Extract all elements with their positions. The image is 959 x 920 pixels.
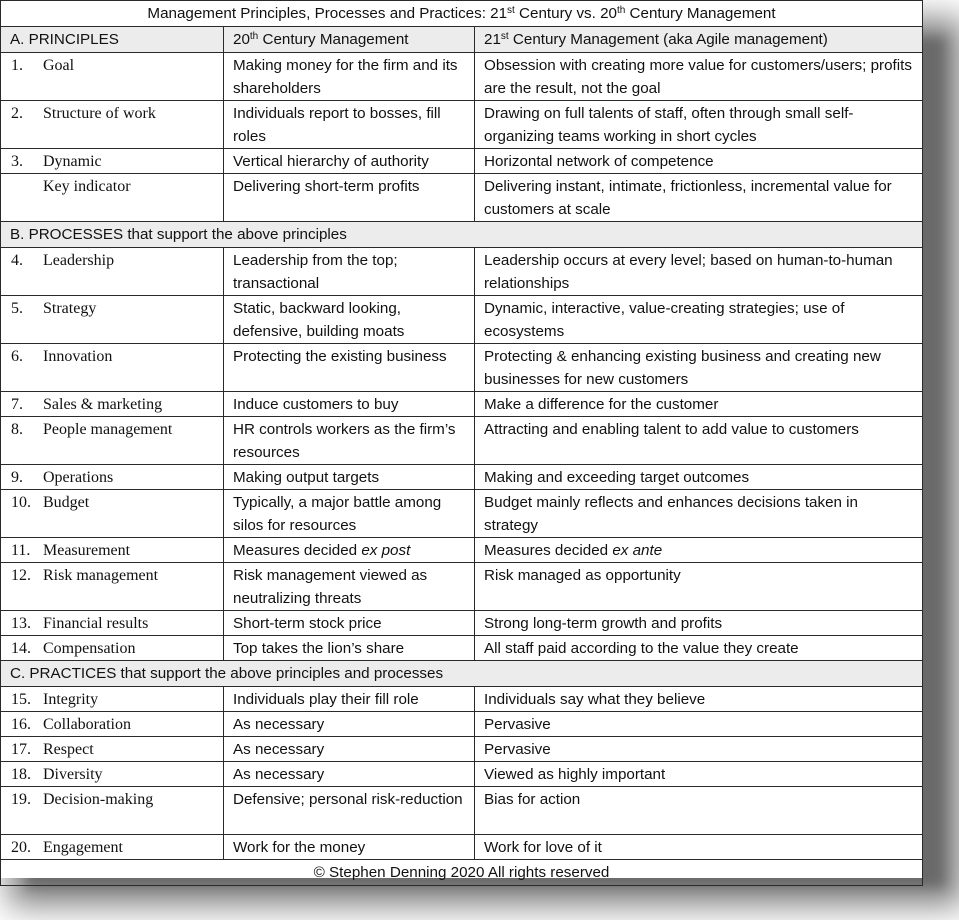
cell-21st: Horizontal network of competence [475,149,923,174]
table-row [1,490,923,538]
row-label: 10. Budget [1,490,224,538]
row-label: 11. Measurement [1,538,224,563]
cell-20th: HR controls workers as the firm’s resources [224,417,475,465]
cell-21st: Pervasive [475,737,923,762]
table-row [1,344,923,392]
cell-20th: Work for the money [224,835,475,860]
cell-21st: Viewed as highly important [475,762,923,787]
table-row [1,465,923,490]
table-row [1,835,923,860]
table-row [1,417,923,465]
table-row [1,149,923,174]
table-row [1,787,923,835]
row-label: 16. Collaboration [1,712,224,737]
cell-20th: Leadership from the top; transactional [224,248,475,296]
cell-21st: Individuals say what they believe [475,687,923,712]
cell-20th: Short-term stock price [224,611,475,636]
cell-21st: Protecting & enhancing existing business and creating new businesses for new customers [475,344,923,392]
row-label: 6. Innovation [1,344,224,392]
cell-20th: Vertical hierarchy of authority [224,149,475,174]
cell-20th: Protecting the existing business [224,344,475,392]
cell-20th: Top takes the lion’s share [224,636,475,661]
copyright-notice: © Stephen Denning 2020 All rights reserved [1,860,923,886]
table-row [1,712,923,737]
table-row [1,687,923,712]
cell-21st: Obsession with creating more value for customers/users; profits are the result, not the goal [475,53,923,101]
table-row [1,248,923,296]
cell-20th: Induce customers to buy [224,392,475,417]
cell-21st: Pervasive [475,712,923,737]
cell-20th: As necessary [224,762,475,787]
cell-21st: Making and exceeding target outcomes [475,465,923,490]
row-label: 4. Leadership [1,248,224,296]
cell-20th: Measures decided ex post [224,538,475,563]
cell-20th: Risk management viewed as neutralizing threats [224,563,475,611]
row-label: 5. Strategy [1,296,224,344]
cell-21st: Make a difference for the customer [475,392,923,417]
cell-21st: Attracting and enabling talent to add value to customers [475,417,923,465]
cell-20th: Making output targets [224,465,475,490]
table-title-row [1,1,923,27]
table-row [1,737,923,762]
cell-20th: Typically, a major battle among silos for resources [224,490,475,538]
row-label: 19. Decision-making [1,787,224,835]
table-row [1,174,923,222]
table-row [1,762,923,787]
cell-21st: Risk managed as opportunity [475,563,923,611]
table-row [1,53,923,101]
table-row [1,611,923,636]
cell-21st: Budget mainly reflects and enhances decisions taken in strategy [475,490,923,538]
row-label: 18. Diversity [1,762,224,787]
cell-21st: Dynamic, interactive, value-creating strategies; use of ecosystems [475,296,923,344]
table-row [1,296,923,344]
table-row [1,636,923,661]
row-label: 1. Goal [1,53,224,101]
principles-header: A. PRINCIPLES [1,27,224,53]
cell-20th: As necessary [224,712,475,737]
cell-20th: Static, backward looking, defensive, building moats [224,296,475,344]
table-row [1,563,923,611]
row-label: 14. Compensation [1,636,224,661]
cell-21st: Drawing on full talents of staff, often through small self-organizing teams working in short cycles [475,101,923,149]
cell-21st: Delivering instant, intimate, frictionless, incremental value for customers at scale [475,174,923,222]
row-label: 3. Dynamic [1,149,224,174]
cell-21st: Leadership occurs at every level; based on human-to-human relationships [475,248,923,296]
row-label: 7. Sales & marketing [1,392,224,417]
row-label: 12. Risk management [1,563,224,611]
col-20th-header: 20th Century Management [224,27,475,53]
table-row [1,538,923,563]
cell-20th: Defensive; personal risk-reduction [224,787,475,835]
cell-20th: Making money for the firm and its shareholders [224,53,475,101]
section-header-row [1,661,923,687]
section-c-header: C. PRACTICES that support the above principles and processes [1,661,923,687]
cell-20th: Individuals play their fill role [224,687,475,712]
cell-20th: Delivering short-term profits [224,174,475,222]
row-label: 20. Engagement [1,835,224,860]
cell-21st: Work for love of it [475,835,923,860]
row-label: Key indicator [1,174,224,222]
cell-21st: Strong long-term growth and profits [475,611,923,636]
cell-21st: All staff paid according to the value they create [475,636,923,661]
cell-20th: As necessary [224,737,475,762]
row-label: 17. Respect [1,737,224,762]
table-row [1,392,923,417]
row-label: 2. Structure of work [1,101,224,149]
row-label: 9. Operations [1,465,224,490]
section-b-header: B. PROCESSES that support the above principles [1,222,923,248]
col-21st-header: 21st Century Management (aka Agile management) [475,27,923,53]
row-label: 15. Integrity [1,687,224,712]
cell-20th: Individuals report to bosses, fill roles [224,101,475,149]
section-header-row [1,222,923,248]
table-row [1,101,923,149]
table-title: Management Principles, Processes and Practices: 21st Century vs. 20th Century Management [1,1,923,27]
header-row [1,27,923,53]
cell-21st: Measures decided ex ante [475,538,923,563]
row-label: 8. People management [1,417,224,465]
row-label: 13. Financial results [1,611,224,636]
footer-row [1,860,923,886]
cell-21st: Bias for action [475,787,923,835]
